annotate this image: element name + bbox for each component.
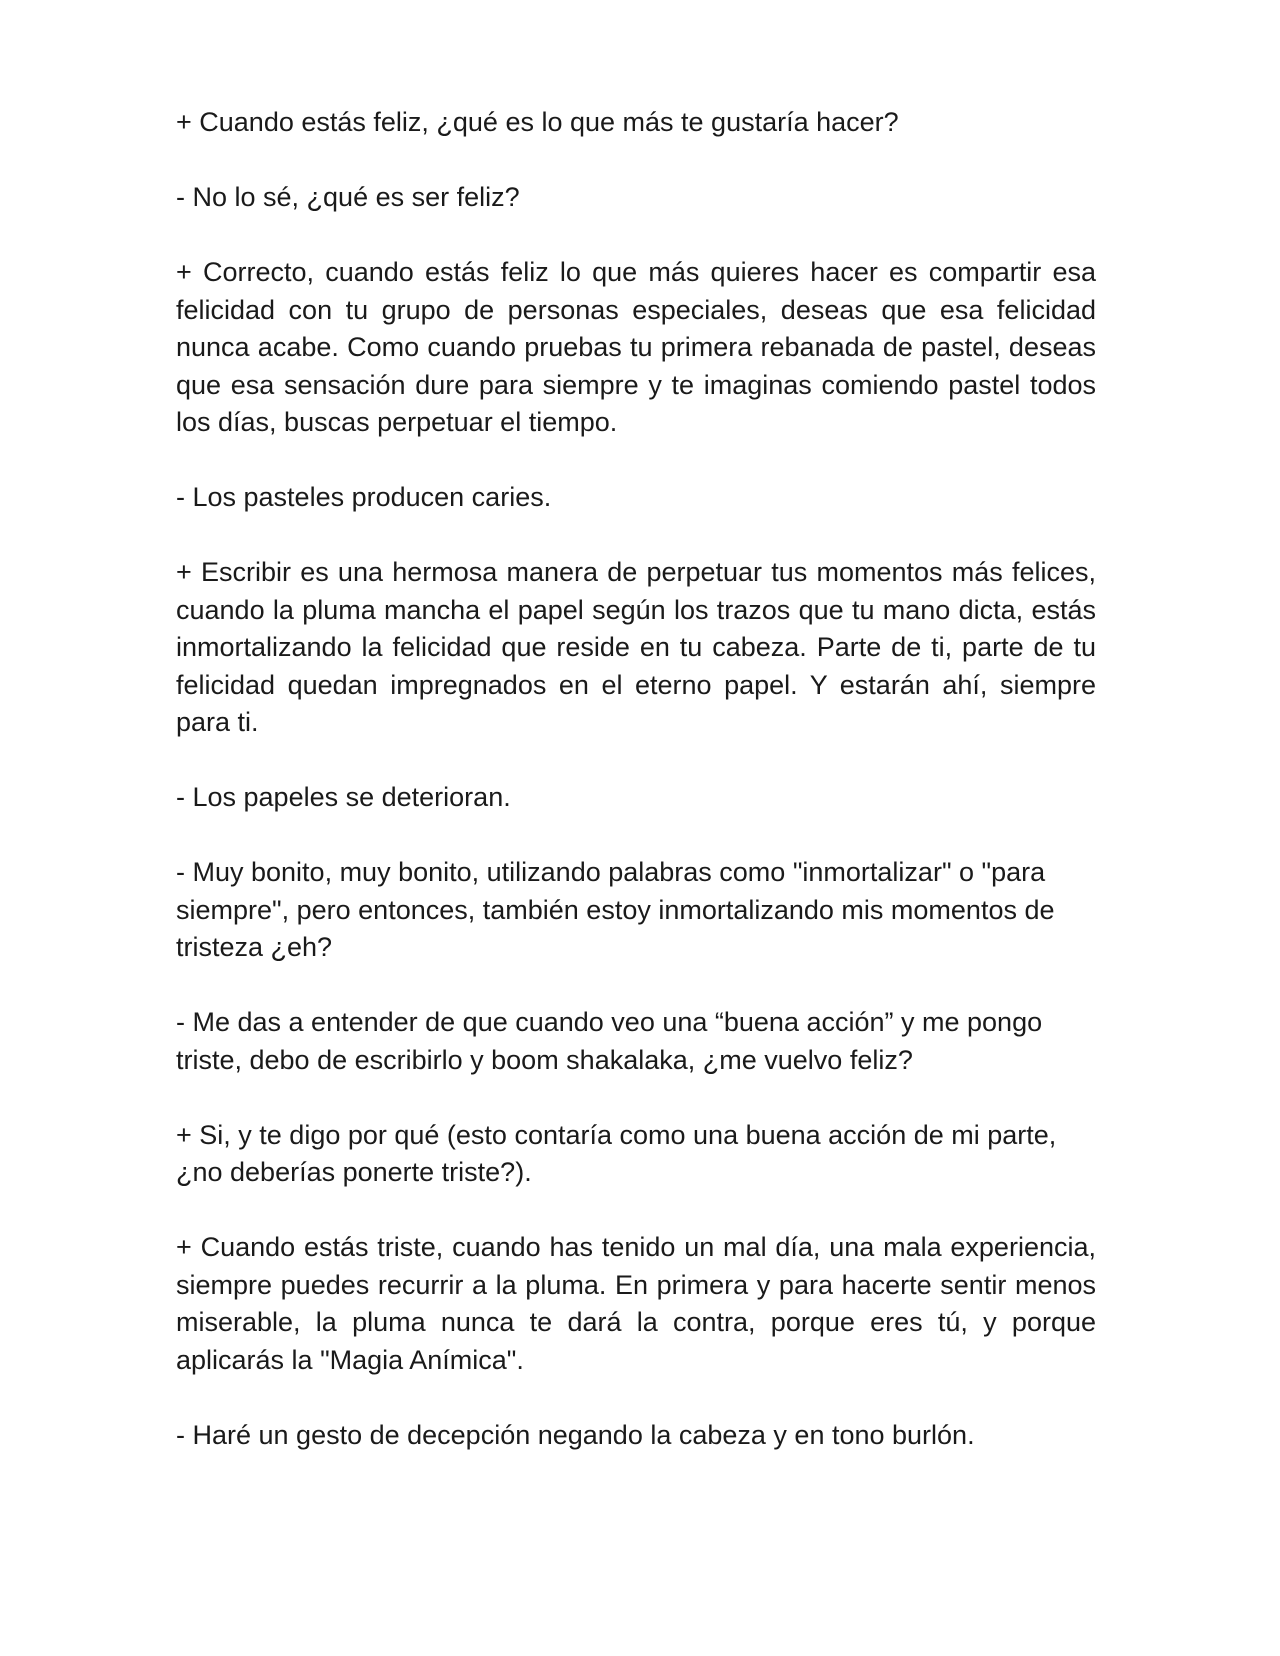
- paragraph-reply-caries: - Los pasteles producen caries.: [176, 482, 552, 512]
- paragraph-answer-yes: + Si, y te digo por qué (esto contaría como una buena acción de mi parte, ¿no deberías ponerte triste?).: [176, 1119, 1057, 1187]
- paragraph-reply-good-action: - Me das a entender de que cuando veo una “buena acción” y me pongo triste, debo de escribirlo y boom shakalaka, ¿me vuelvo feliz?: [176, 1007, 1043, 1075]
- paragraph-reply-sadness: - Muy bonito, muy bonito, utilizando palabras como "inmortalizar" o "para siempre", pero entonces, también estoy inmortalizando mis momentos de tristeza ¿eh?: [176, 857, 1055, 962]
- paragraph-reply-papers-deteriorate: - Los papeles se deterioran.: [176, 782, 511, 812]
- document-body: [176, 104, 1096, 1492]
- paragraph-share-happiness: + Correcto, cuando estás feliz lo que más quieres hacer es compartir esa felicidad con tu grupo de personas especiales, deseas que esa felicidad nunca acabe. Como cuando pruebas tu primera rebanada de pastel, deseas que esa sensación dure para siempre y te imaginas comiendo pastel todos los días, buscas perpetuar el tiempo.: [176, 257, 1096, 437]
- paragraph-writing-perpetuate: + Escribir es una hermosa manera de perpetuar tus momentos más felices, cuando la pluma mancha el papel según los trazos que tu mano dicta, estás inmortalizando la felicidad que reside en tu cabeza. Parte de ti, parte de tu felicidad quedan impregnados en el eterno papel. Y estarán ahí, siempre para ti.: [176, 557, 1096, 737]
- paragraph-when-sad: + Cuando estás triste, cuando has tenido un mal día, una mala experiencia, siempre puedes recurrir a la pluma. En primera y para hacerte sentir menos miserable, la pluma nunca te dará la contra, porque eres tú, y porque aplicarás la "Magia Anímica".: [176, 1232, 1096, 1375]
- paragraph-reply-disappointment: - Haré un gesto de decepción negando la cabeza y en tono burlón.: [176, 1419, 975, 1450]
- paragraph-reply-what-is-happy: - No lo sé, ¿qué es ser feliz?: [176, 182, 520, 212]
- paragraph-question-happy: + Cuando estás feliz, ¿qué es lo que más te gustaría hacer?: [176, 107, 899, 137]
